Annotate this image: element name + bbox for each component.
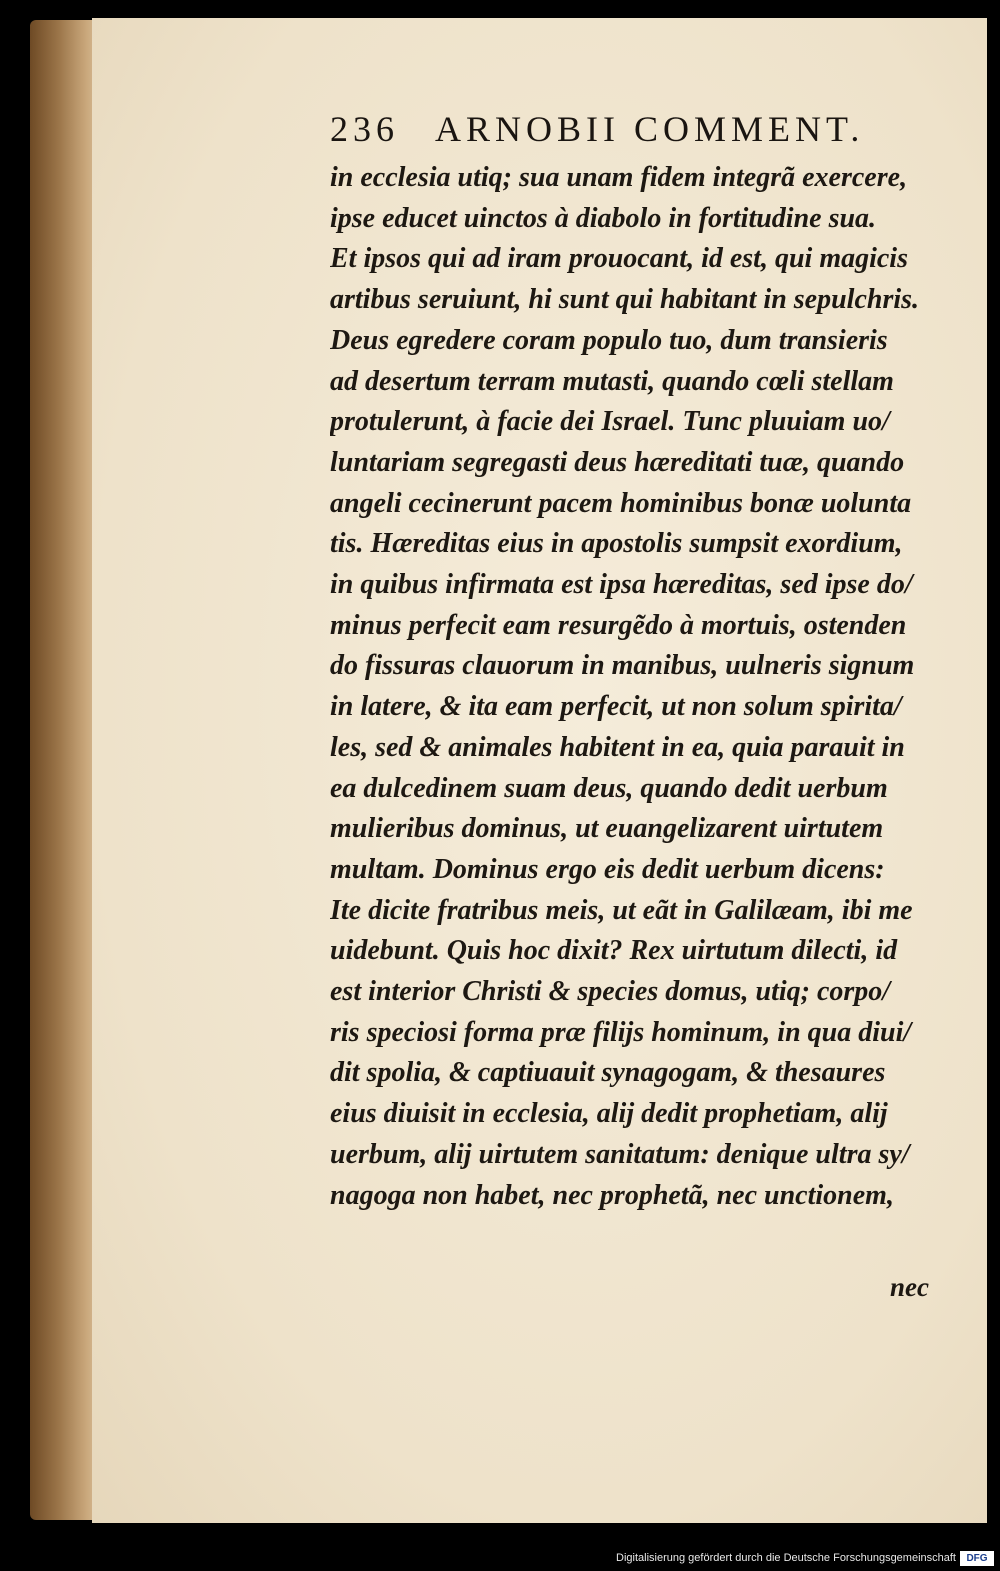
catchword: nec [890,1272,929,1302]
text-line: multam. Dominus ergo eis dedit uerbum dicens: [330,853,885,885]
text-line: ris speciosi forma præ filijs hominum, in qua diui/ [330,1016,912,1048]
digitization-credit: Digitalisierung gefördert durch die Deutsche Forschungsgemeinschaft [616,1552,956,1564]
text-line: in quibus infirmata est ipsa hæreditas, sed ipse do/ [330,569,913,601]
body-text [330,158,955,1216]
text-line: ea dulcedinem suam deus, quando dedit uerbum [330,772,888,804]
text-line: Et ipsos qui ad iram prouocant, id est, qui magicis [330,243,908,275]
text-line: Deus egredere coram populo tuo, dum transieris [330,324,888,356]
text-line: do fissuras clauorum in manibus, uulneris signum [330,650,915,682]
text-line: mulieribus dominus, ut euangelizarent uirtutem [330,813,884,845]
text-line: in latere, & ita eam perfecit, ut non solum spirita/ [330,691,902,723]
text-line: ipse educet uinctos à diabolo in fortitudine sua. [330,202,877,234]
text-line: minus perfecit eam resurgẽdo à mortuis, ostenden [330,609,907,641]
dfg-logo: DFG [960,1551,994,1566]
text-line: les, sed & animales habitent in ea, quia parauit in [330,731,905,763]
text-line: tis. Hæreditas eius in apostolis sumpsit exordium, [330,528,903,560]
text-line: uerbum, alij uirtutem sanitatum: denique ultra sy/ [330,1138,910,1170]
text-line: nagoga non habet, nec prophetã, nec unctionem, [330,1179,894,1211]
text-line: uidebunt. Quis hoc dixit? Rex uirtutum dilecti, id [330,935,898,967]
text-line: Ite dicite fratribus meis, ut eãt in Galilæam, ibi me [330,894,913,926]
text-line: protulerunt, à facie dei Israel. Tunc pluuiam uo/ [330,406,890,438]
text-line: eius diuisit in ecclesia, alij dedit prophetiam, alij [330,1098,888,1130]
running-header [330,108,864,150]
text-line: angeli cecinerunt pacem hominibus bonæ uolunta [330,487,912,519]
running-head-title: ARNOBII COMMENT. [435,109,865,149]
text-line: in ecclesia utiq; sua unam fidem integrã exercere, [330,162,908,193]
text-line: luntariam segregasti deus hæreditati tuæ, quando [330,446,905,478]
text-line: artibus seruiunt, hi sunt qui habitant in sepulchris. [330,284,920,316]
text-line: dit spolia, & captiuauit synagogam, & thesaures [330,1057,886,1089]
text-line: est interior Christi & species domus, utiq; corpo/ [330,976,891,1008]
text-line: ad desertum terram mutasti, quando cœli stellam [330,365,894,397]
page-number: 236 [330,109,399,149]
